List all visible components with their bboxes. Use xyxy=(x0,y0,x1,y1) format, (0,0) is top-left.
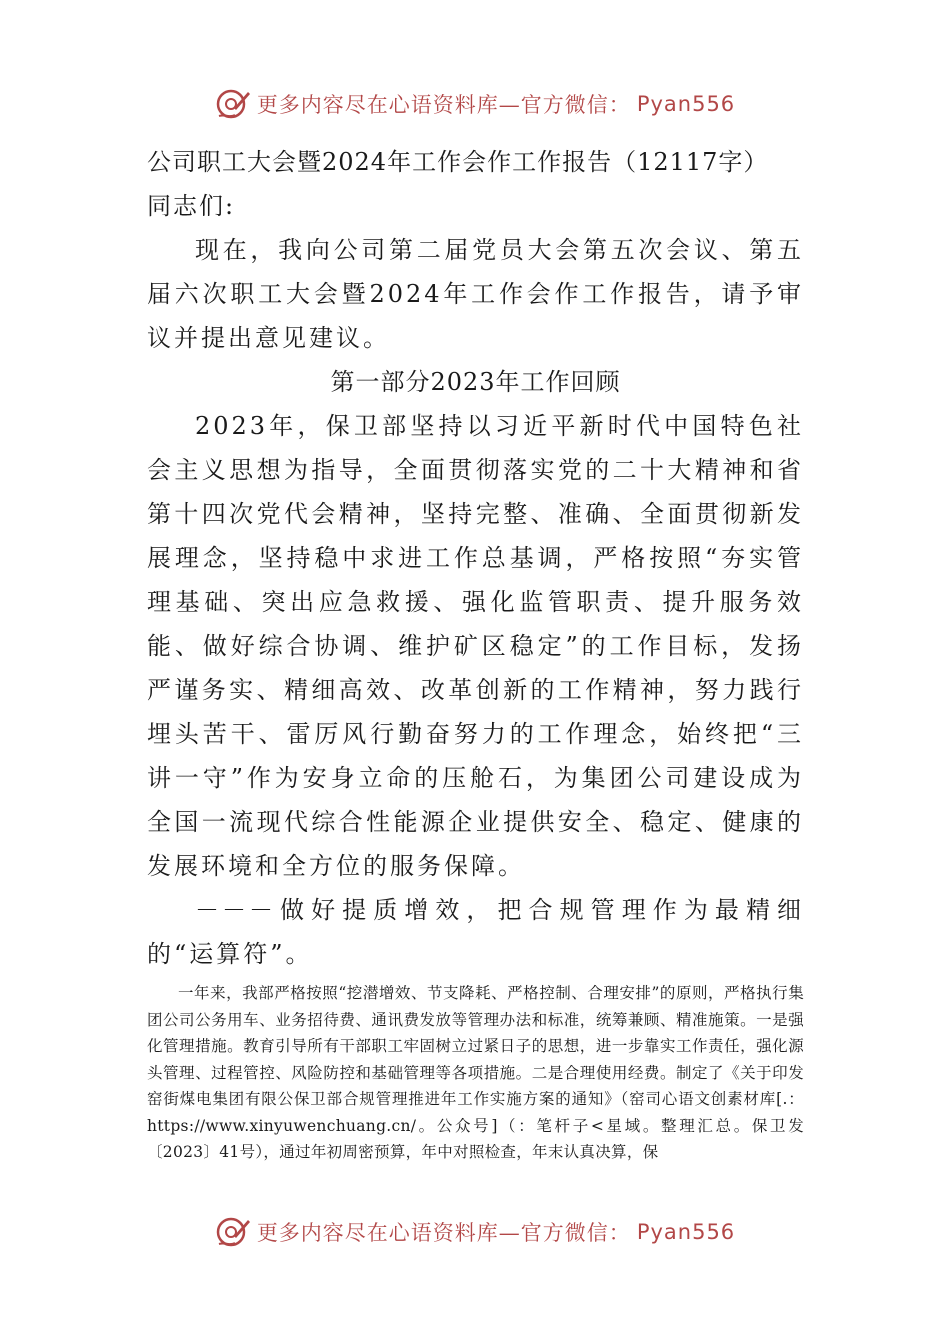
pen-logo-icon xyxy=(215,1214,251,1250)
subheading: －－－做好提质增效，把合规管理作为最精细的“运算符”。 xyxy=(147,896,804,968)
banner-text: 更多内容尽在心语资料库—官方微信： xyxy=(256,93,631,117)
banner-wechat-id: Pyan556 xyxy=(636,92,736,116)
paragraph-review: 2023年，保卫部坚持以习近平新时代中国特色社会主义思想为指导，全面贯彻落实党的二十大精神和省第十四次党代会精神，坚持完整、准确、全面贯彻新发展理念，坚持稳中求进工作总基调，严格按照“夯实管理基础、突出应急救援、强化监管职责、提升服务效能、做好综合协调、维护矿区稳定”的工作目标，发扬严谨务实、精细高效、改革创新的工作精神，努力践行埋头苦干、雷厉风行勤奋努力的工作理念，始终把“三讲一守”作为安身立命的压舱石，为集团公司建设成为全国一流现代综合性能源企业提供安全、稳定、健康的发展环境和全方位的服务保障。 xyxy=(147,412,804,880)
header-banner xyxy=(0,86,950,122)
paragraph-compliance: 一年来，我部严格按照“挖潜增效、节支降耗、严格控制、合理安排”的原则，严格执行集团公司公务用车、业务招待费、通讯费发放等管理办法和标准，统筹兼顾、精准施策。一是强化管理措施。教育引导所有干部职工牢固树立过紧日子的思想，进一步靠实工作责任，强化源头管理、过程管控、风险防控和基础管理等各项措施。二是合理使用经费。制定了《关于印发窑街煤电集团有限公保卫部合规管理推进年工作实施方案的通知》（窑司心语文创素材库[.：https://www.xinyuwenchuang.cn/。公众号]（：笔杆子<星域。整理汇总。保卫发〔2023〕41号），通过年初周密预算，年中对照检查，年末认真决算，保 xyxy=(147,984,804,1161)
banner-wechat-id: Pyan556 xyxy=(636,1220,736,1244)
section-heading: 第一部分2023年工作回顾 xyxy=(330,368,621,396)
pen-logo-icon xyxy=(215,86,251,122)
intro-paragraph: 现在，我向公司第二届党员大会第五次会议、第五届六次职工大会暨2024年工作会作工作报告，请予审议并提出意见建议。 xyxy=(147,236,804,352)
banner-text: 更多内容尽在心语资料库—官方微信： xyxy=(256,1221,631,1245)
document-title: 公司职工大会暨2024年工作会作工作报告（12117字） xyxy=(147,148,769,176)
greeting: 同志们: xyxy=(147,192,236,220)
document-body xyxy=(147,140,804,1166)
footer-banner xyxy=(0,1214,950,1250)
